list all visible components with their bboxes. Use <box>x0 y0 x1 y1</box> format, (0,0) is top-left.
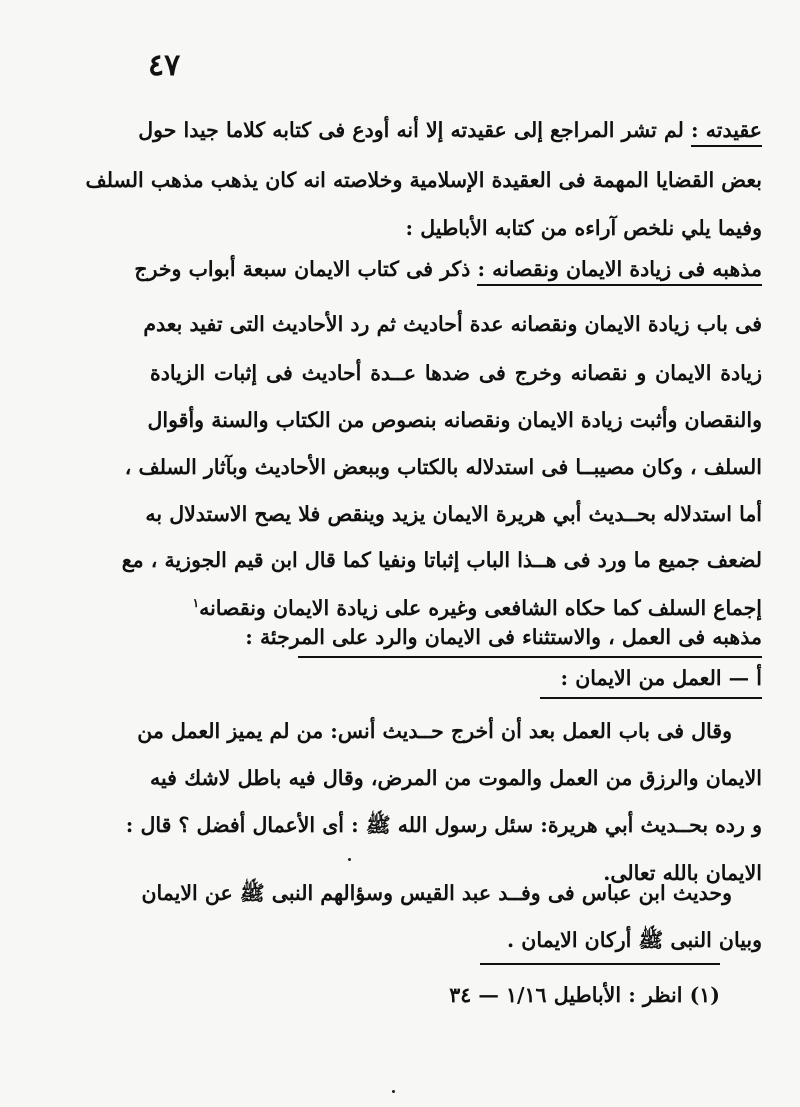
paragraph-line: فى باب زيادة الايمان ونقصانه عدة أحاديث ثم رد الأحاديث التى تفيد بعدم <box>143 312 762 336</box>
section-heading-work: مذهبه فى العمل ، والاستثناء فى الايمان والرد على المرجئة : <box>245 625 762 649</box>
footnote-marker: ١ <box>192 596 200 610</box>
paragraph-line: زيادة الايمان و نقصانه وخرج فى ضدها عــدة أحاديث فى إثبات الزيادة <box>150 361 762 385</box>
footnote-separator <box>480 963 720 965</box>
speck <box>348 858 351 861</box>
paragraph-line: بعض القضايا المهمة فى العقيدة الإسلامية وخلاصته انه كان يذهب مذهب السلف <box>85 168 762 192</box>
paragraph-line: الايمان بالله تعالى. <box>603 861 762 885</box>
paragraph-line: والنقصان وأثبت زيادة الايمان ونقصانه بنصوص من الكتاب والسنة وأقوال <box>147 408 762 432</box>
footnote: (١) انظر : الأباطيل ١/١٦ — ٣٤ <box>449 983 720 1007</box>
paragraph-line: لضعف جميع ما ورد فى هــذا الباب إثباتا ونفيا كما قال ابن قيم الجوزية ، مع <box>121 548 762 572</box>
paragraph-line: إجماع السلف كما حكاه الشافعى وغيره على زيادة الايمان ونقصانه$^١$ <box>192 595 762 620</box>
paragraph-line: السلف ، وكان مصيبــا فى استدلاله بالكتاب وببعض الأحاديث وبآثار السلف ، <box>124 455 762 479</box>
paragraph-line: مذهبه فى زيادة الايمان ونقصانه : ذكر فى كتاب الايمان سبعة أبواب وخرج <box>150 254 762 284</box>
section-heading-faith-increase: مذهبه فى زيادة الايمان ونقصانه : <box>477 257 762 286</box>
paragraph-line: وقال فى باب العمل بعد أن أخرج حــديث أنس: من لم يميز العمل من <box>137 719 732 743</box>
paragraph-line: وفيما يلي نلخص آراءه من كتابه الأباطيل : <box>405 216 762 240</box>
paragraph-line: الايمان والرزق من العمل والموت من المرض، وقال فيه باطل لاشك فيه <box>150 766 762 790</box>
paragraph-line: عقيدته : لم تشر المراجع إلى عقيدته إلا أنه أودع فى كتابه كلاما جيدا حول <box>150 115 762 145</box>
page-number: ٤٧ <box>148 48 181 83</box>
subsection-heading: أ — العمل من الايمان : <box>560 666 762 690</box>
heading-underline <box>298 656 762 658</box>
paragraph-line: وبيان النبى ﷺ أركان الايمان . <box>507 928 762 952</box>
subheading-underline <box>540 697 762 699</box>
speck <box>392 1090 395 1093</box>
paragraph-line: أما استدلاله بحــديث أبي هريرة الايمان يزيد وينقص فلا يصح الاستدلال به <box>145 502 762 526</box>
paragraph-line: و رده بحــديث أبي هريرة: سئل رسول الله ﷺ : أى الأعمال أفضل ؟ قال : <box>125 813 762 837</box>
paragraph-line: وحديث ابن عباس فى وفــد عبد القيس وسؤالهم النبى ﷺ عن الايمان <box>141 881 732 905</box>
section-heading-creed: عقيدته : <box>691 118 762 147</box>
